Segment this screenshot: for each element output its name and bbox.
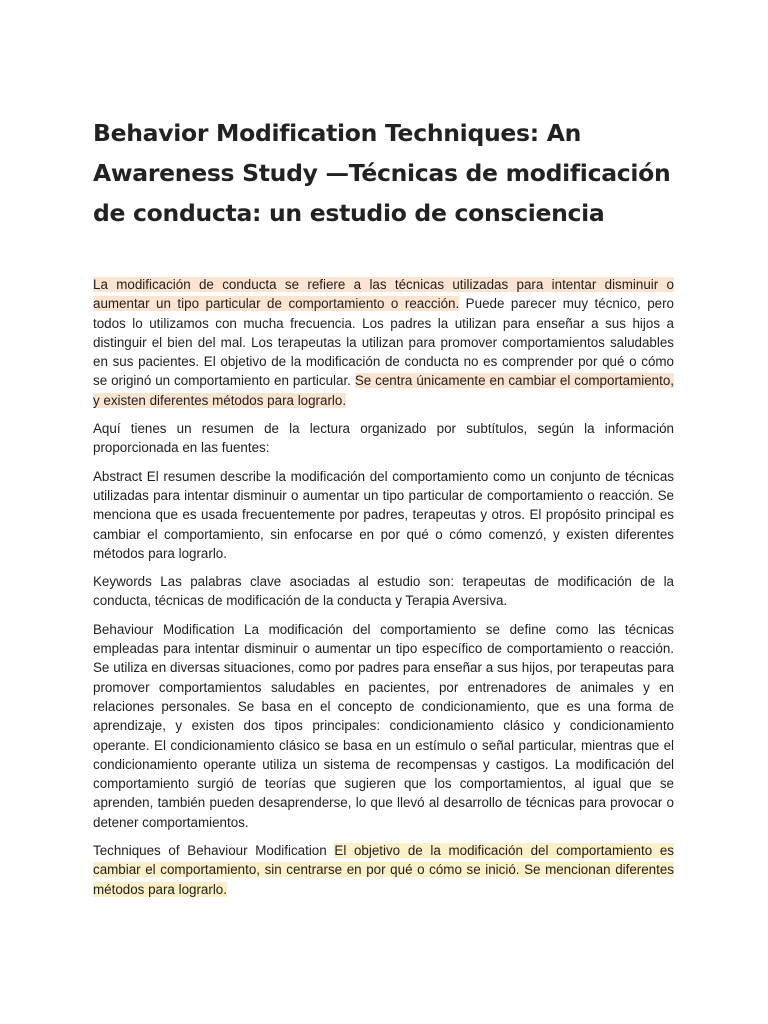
keywords-paragraph: Keywords Las palabras clave asociadas al estudio son: terapeutas de modificación de la conducta, técnicas de modificación de la conducta y Terapia Aversiva. xyxy=(93,574,674,609)
techniques-heading-text: Techniques of Behaviour Modification xyxy=(93,843,335,859)
intro-highlight-1: La modificación de conducta se refiere a las técnicas utilizadas para intentar disminuir o aumentar un tipo particular de comportamiento o reacción. xyxy=(93,277,674,312)
abstract-paragraph: Abstract El resumen describe la modificación del comportamiento como un conjunto de técnicas utilizadas para intentar disminuir o aumentar un tipo particular de comportamiento o reacción. Se menciona que es usada frecuentemente por padres, terapeutas y otros. El propósito principal es cambiar el comportamiento, sin enfocarse en por qué o cómo comenzó, y existen diferentes métodos para lograrlo. xyxy=(93,468,674,561)
summary-intro-paragraph: Aquí tienes un resumen de la lectura organizado por subtítulos, según la información proporcionada en las fuentes: xyxy=(93,421,674,456)
intro-highlight-2: Se centra únicamente en cambiar el comportamiento, y existen diferentes métodos para lograrlo. xyxy=(93,373,674,408)
document-page xyxy=(93,113,674,908)
document-title: Behavior Modification Techniques: An Awareness Study —Técnicas de modificación de conducta: un estudio de consciencia xyxy=(93,119,671,227)
techniques-paragraph xyxy=(93,841,674,899)
intro-paragraph xyxy=(93,275,674,410)
behaviour-modification-paragraph: Behaviour Modification La modificación del comportamiento se define como las técnicas empleadas para intentar disminuir o aumentar un tipo específico de comportamiento o reacción. Se utiliza en diversas situaciones, como por padres para enseñar a sus hijos, por terapeutas para promover comportamientos saludables en pacientes, por entrenadores de animales y en relaciones personales. Se basa en el concepto de condicionamiento, que es una forma de aprendizaje, y existen dos tipos principales: condicionamiento clásico y condicionamiento operante. El condicionamiento clásico se basa en un estímulo o señal particular, mientras que el condicionamiento operante utiliza un sistema de recompensas y castigos. La modificación del comportamiento surgió de teorías que sugieren que los comportamientos, al igual que se aprenden, también pueden desaprenderse, lo que llevó al desarrollo de técnicas para provocar o detener comportamientos. xyxy=(93,621,674,830)
techniques-highlight: El objetivo de la modificación del comportamiento es cambiar el comportamiento, sin centrarse en por qué o cómo se inició. Se mencionan diferentes métodos para lograrlo. xyxy=(93,843,674,897)
intro-text: Puede parecer muy técnico, pero todos lo utilizamos con mucha frecuencia. Los padres la utilizan para enseñar a sus hijos a distinguir el bien del mal. Los terapeutas la utilizan para promover comportamientos saludables en sus pacientes. El objetivo de la modificación de conducta no es comprender por qué o cómo se originó un comportamiento en particular. xyxy=(93,296,674,389)
